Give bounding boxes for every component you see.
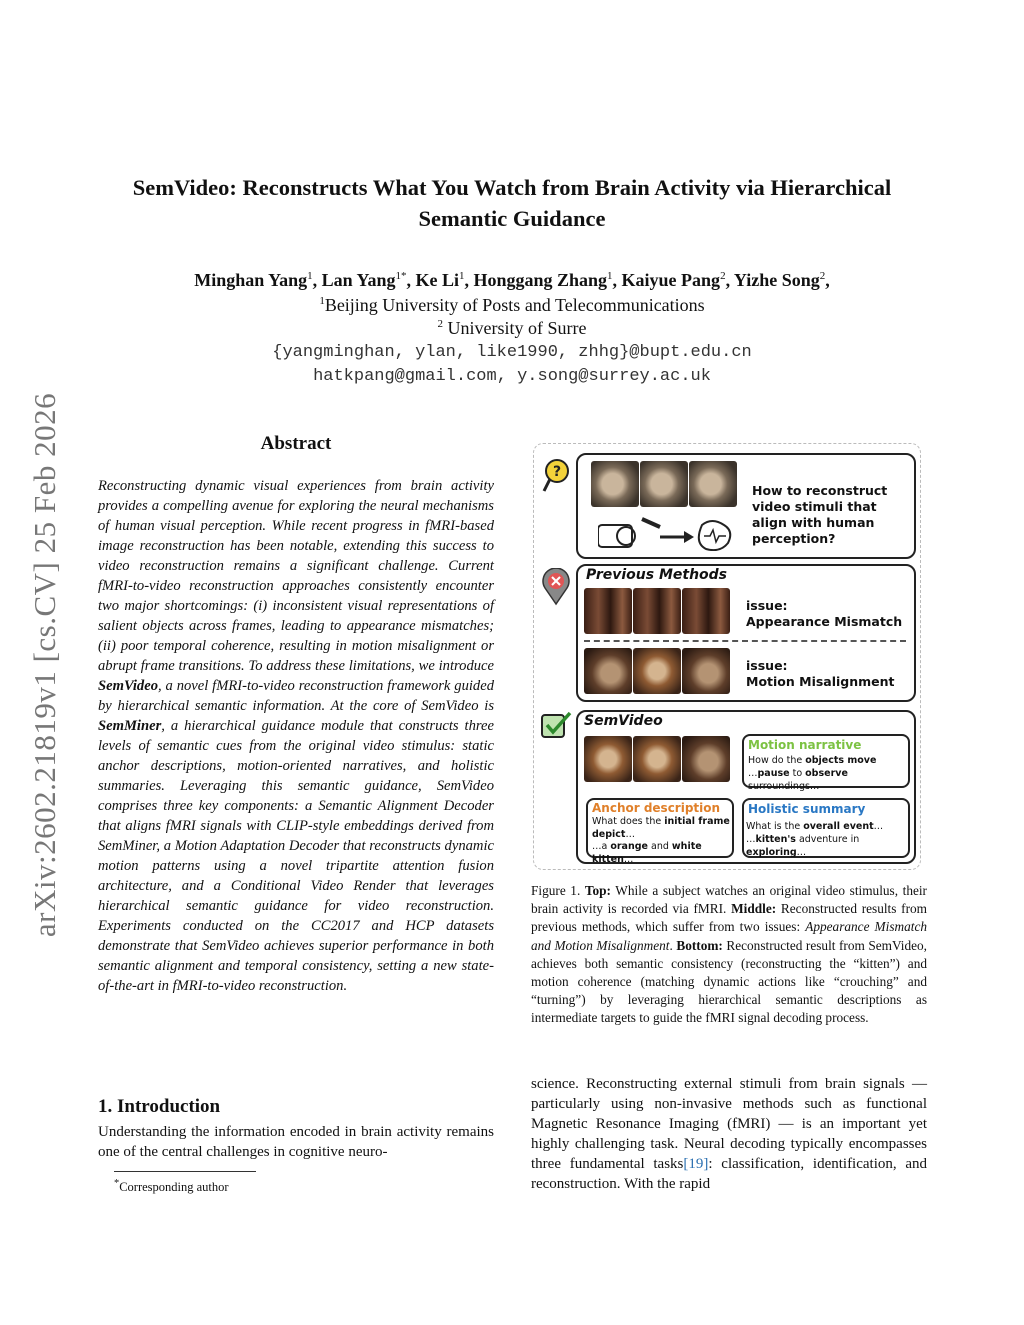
stimulus-frames: [591, 461, 738, 507]
question-text: How to reconstruct video stimuli that align with human perception?: [752, 483, 888, 546]
holistic-summary-text: What is the overall event… …kitten's adventure in exploring…: [746, 821, 884, 858]
intro-paragraph: Understanding the information encoded in brain activity remains one of the central challenges in cognitive neuro-: [98, 1124, 494, 1160]
dashed-divider: [584, 640, 906, 642]
body-paragraph-right: science. Reconstructing external stimuli from brain signals — particularly using non-invasive methods such as functional Magnetic Resonance Imaging (fMRI) — is an important yet highly challenging task. Neural decoding typically encompasses three fundamental tasks[19]: classification, identification, and reconstruction. With the rapid: [531, 1076, 928, 1192]
previous-frames-2: [584, 648, 731, 694]
author-list: Minghan Yang$^1$, Lan Yang$^{1*}$, Ke Li$^1$, Honggang Zhang$^1$, Kaiyue Pang$^2$, Yizhe Song$^2$,: [194, 270, 830, 290]
motion-narrative-box: [742, 734, 910, 792]
arxiv-side-label: arXiv:2602.21819v1 [cs.CV] 25 Feb 2026: [27, 392, 62, 938]
footnote: *Corresponding author: [114, 1178, 229, 1195]
previous-frames-1: [584, 588, 731, 634]
author: Honggang Zhang: [473, 270, 608, 290]
paper-title: SemVideo: Reconstructs What You Watch from Brain Activity via Hierarchical Semantic Guidance: [132, 175, 892, 231]
anchor-description-box: [586, 798, 734, 865]
email-line-2: hatkpang@gmail.com, y.song@surrey.ac.uk: [313, 367, 711, 386]
semvideo-title: SemVideo: [584, 713, 663, 729]
cross-pin-icon: [541, 568, 571, 611]
anchor-description-title: Anchor description: [592, 801, 721, 815]
section-heading-introduction: 1. Introduction: [98, 1096, 221, 1117]
footnote-divider: [114, 1171, 256, 1172]
author: Kaiyue Pang: [621, 270, 721, 290]
top-panel: [576, 453, 916, 559]
abstract-heading: Abstract: [260, 433, 332, 454]
holistic-summary-box: [742, 798, 910, 858]
anchor-description-text: What does the initial frame depict… …a orange and white kitten…: [592, 816, 730, 865]
issue-label-1: issue:: [746, 598, 788, 613]
figure-1: [533, 443, 921, 870]
email-line-1: {yangminghan, ylan, like1990, zhhg}@bupt.edu.cn: [272, 343, 752, 362]
issue-label-2: issue:: [746, 658, 788, 673]
fmri-scanner-icon: [598, 517, 738, 556]
abstract-text: Reconstructing dynamic visual experiences from brain activity provides a compelling avenue for exploring the neural mechanisms of human visual perception. While recent progress in fMRI-based image reconstruction has been notable, extending this success to video reconstruction remains a significant challenge. Current fMRI-to-video reconstruction approaches consistently encounter two major shortcomings: (i) inconsistent visual representations of salient objects across frames, leading to appearance mismatches; (ii) poor temporal coherence, resulting in motion misalignment or abrupt frame transitions. To address these limitations, we introduce SemVideo, a novel fMRI-to-video reconstruction framework guided by hierarchical semantic information. At the core of SemVideo is SemMiner, a hierarchical guidance module that constructs three levels of semantic cues from the original video stimulus: static anchor descriptions, motion-oriented narratives, and holistic summaries. Leveraging this semantic guidance, SemVideo comprises three key components: a Semantic Alignment Decoder that aligns fMRI signals with CLIP-style embeddings derived from SemMiner, a Motion Adaptation Decoder that reconstructs dynamic motion patterns using a novel tripartite attention fusion architecture, and a Conditional Video Render that leverages hierarchical semantic guidance for video reconstruction. Experiments conducted on the CC2017 and HCP datasets demonstrate that SemVideo achieves superior performance in both semantic alignment and temporal consistency, setting a new state-of-the-art in fMRI-to-video reconstruction.: [98, 478, 494, 994]
semvideo-frames: [584, 736, 731, 782]
motion-narrative-title: Motion narrative: [748, 738, 862, 752]
citation-link[interactable]: [19]: [683, 1156, 709, 1172]
author: Minghan Yang: [194, 270, 308, 290]
affiliation-1: $^1$Beijing University of Posts and Telecommunications: [319, 295, 705, 315]
affiliation-2: $^2$ University of Surre: [437, 318, 587, 338]
figure-caption: Figure 1. Top: While a subject watches an original video stimulus, their brain activity is recorded via fMRI. Middle: Reconstructed results from previous methods, which suffer from two issues: Appearance Mismatch and Motion Misalignment. Bottom: Reconstructed result from SemVideo, achieves both semantic consistency (reconstructing the “kitten”) and motion coherence (matching dynamic actions like “crouching” and “turning”) by leveraging hierarchical semantic descriptions as intermediate targets to guide the fMRI signal decoding process.: [531, 883, 927, 1026]
author: Lan Yang: [321, 270, 396, 290]
holistic-summary-title: Holistic summary: [748, 802, 866, 816]
previous-methods-title: Previous Methods: [586, 567, 728, 583]
checkbox-icon: [540, 710, 572, 745]
issue-appearance-mismatch: Appearance Mismatch: [746, 614, 903, 629]
author: Ke Li: [415, 270, 459, 290]
svg-text:?: ?: [552, 464, 562, 480]
author: Yizhe Song: [733, 270, 820, 290]
previous-methods-panel: [576, 564, 916, 702]
semvideo-panel: [576, 710, 916, 864]
motion-narrative-text: How do the objects move …pause to observe surroundings…: [748, 755, 877, 792]
issue-motion-misalignment: Motion Misalignment: [746, 674, 895, 689]
question-icon: [542, 458, 572, 488]
